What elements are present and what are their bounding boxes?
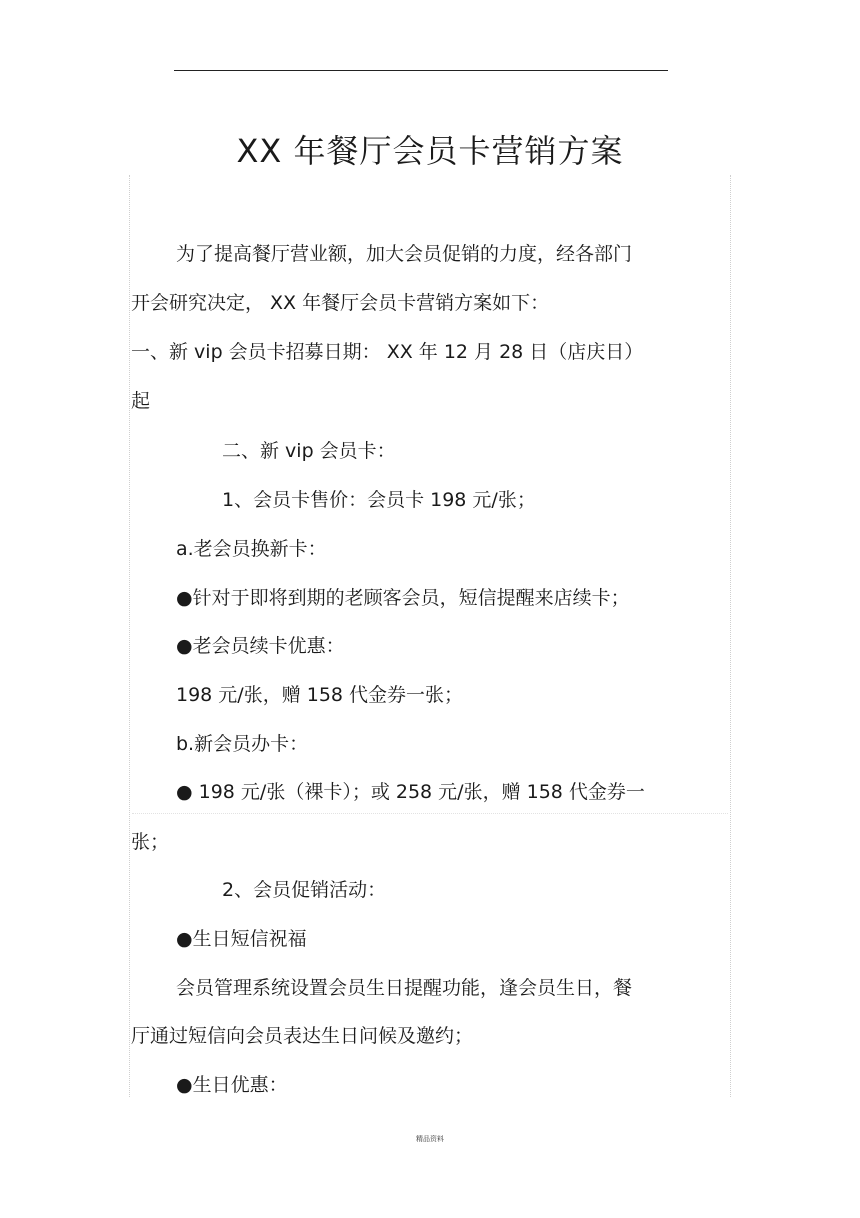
old-member-heading: a.老会员换新卡： — [176, 538, 327, 560]
bullet-renewal-offer: ●老会员续卡优惠： — [176, 635, 345, 657]
page-frame-left — [129, 175, 130, 1097]
paragraph-line-2: 开会研究决定， XX 年餐厅会员卡营销方案如下： — [131, 292, 550, 314]
page-frame-right — [730, 175, 731, 1097]
section-2-heading: 二、新 vip 会员卡： — [222, 440, 396, 462]
bullet-sms-reminder: ●针对于即将到期的老顾客会员，短信提醒来店续卡； — [176, 587, 630, 609]
new-card-price-continuation: 张； — [131, 831, 170, 853]
new-member-heading: b.新会员办卡： — [176, 733, 309, 755]
renewal-price-line: 198 元/张，赠 158 代金券一张； — [176, 684, 464, 706]
section-1-continuation: 起 — [131, 390, 151, 412]
dotted-separator — [132, 813, 728, 814]
birthday-paragraph-line-2: 厅通过短信向会员表达生日问候及邀约； — [131, 1025, 474, 1047]
bullet-birthday-sms: ●生日短信祝福 — [176, 928, 307, 950]
promotion-heading: 2、会员促销活动： — [222, 879, 387, 901]
bullet-birthday-offer: ●生日优惠： — [176, 1074, 288, 1096]
page-footer: 精品资料 — [416, 1135, 444, 1143]
birthday-paragraph-line-1: 会员管理系统设置会员生日提醒功能，逢会员生日，餐 — [176, 977, 633, 999]
bullet-new-card-price: ● 198 元/张（裸卡）；或 258 元/张，赠 158 代金券一 — [176, 781, 645, 803]
header-rule — [174, 70, 668, 71]
paragraph-line-1: 为了提高餐厅营业额，加大会员促销的力度，经各部门 — [176, 243, 633, 265]
document-title: XX 年餐厅会员卡营销方案 — [236, 132, 624, 170]
section-1-heading: 一、新 vip 会员卡招募日期： XX 年 12 月 28 日（店庆日） — [131, 341, 644, 363]
card-price-item: 1、会员卡售价：会员卡 198 元/张； — [222, 489, 536, 511]
